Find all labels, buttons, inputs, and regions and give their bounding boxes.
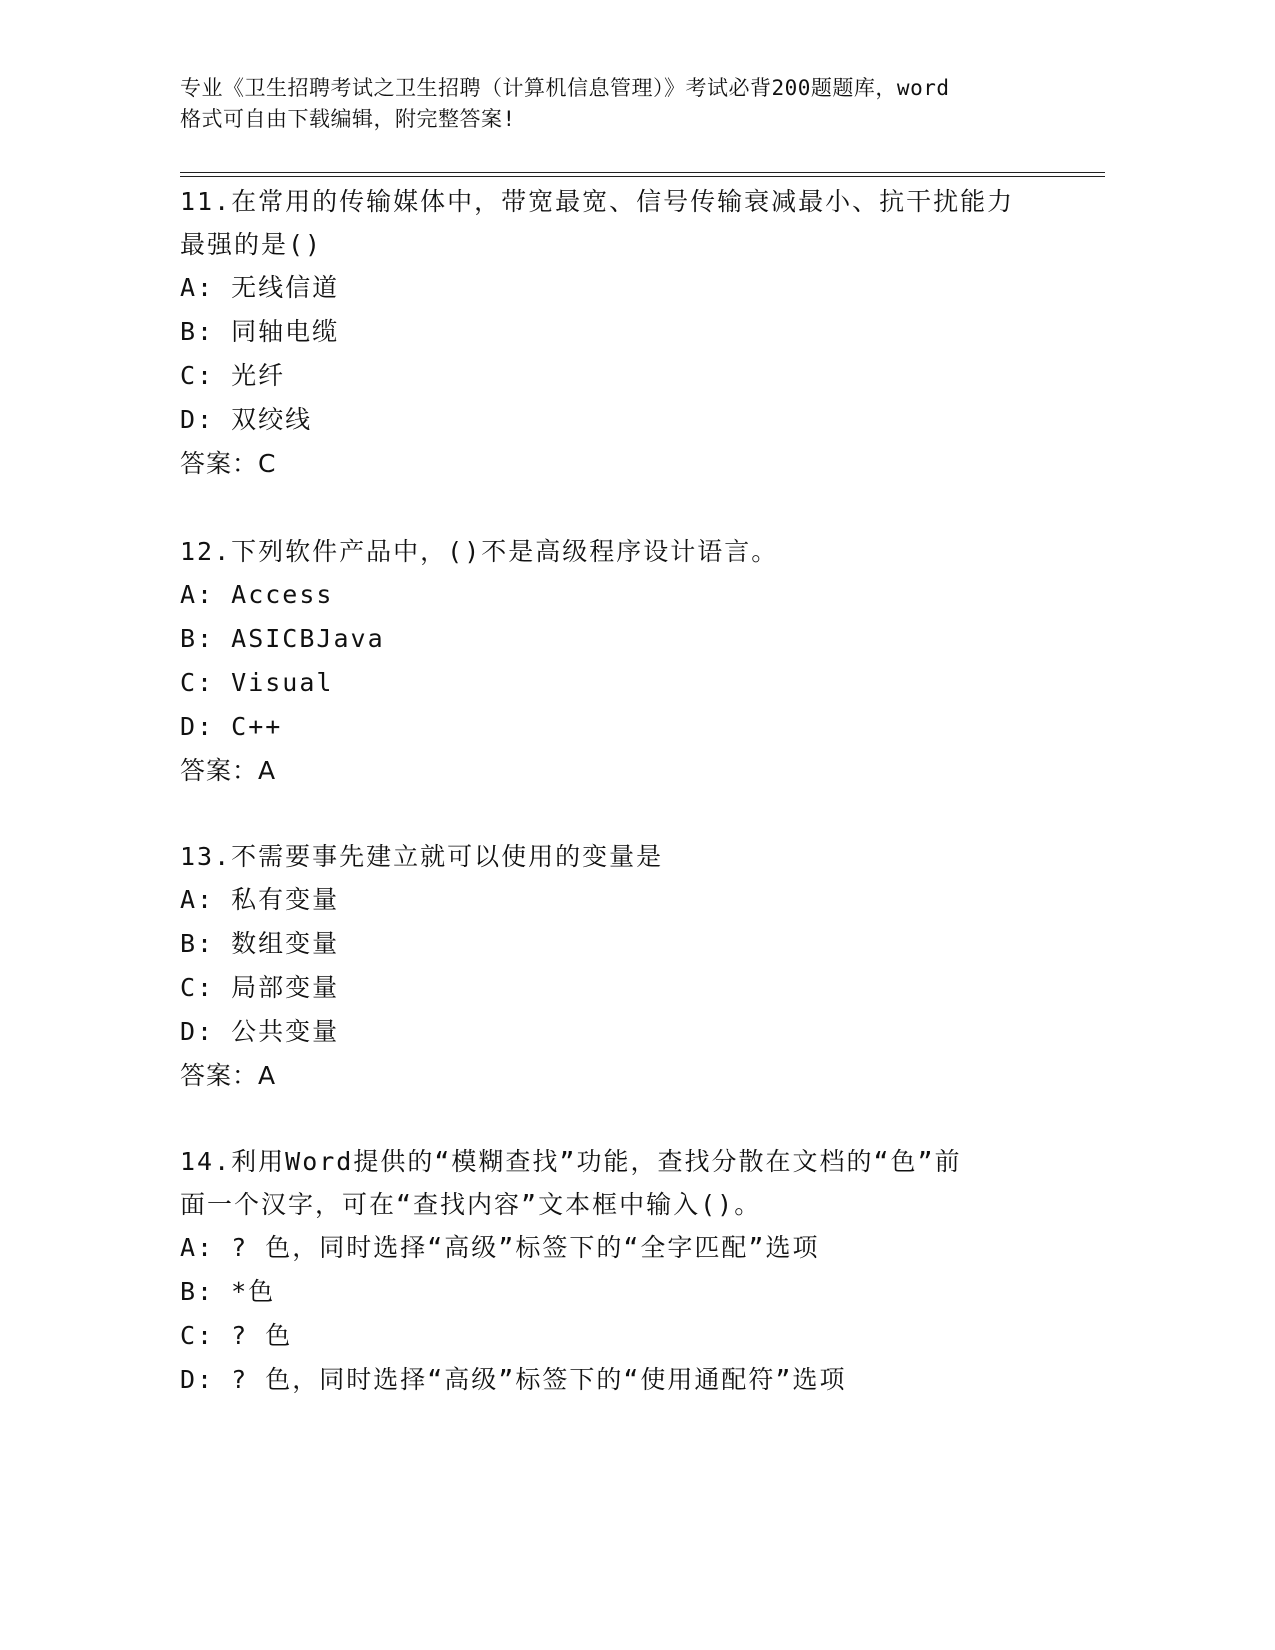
option-d: D: 双绞线 <box>180 405 313 434</box>
answer: 答案：A <box>180 1061 277 1090</box>
option-c: C: 局部变量 <box>180 973 340 1002</box>
answer: 答案：C <box>180 449 277 478</box>
option-c: C: 光纤 <box>180 361 286 390</box>
document-header <box>180 73 1060 135</box>
question-stem: 13.不需要事先建立就可以使用的变量是 <box>180 842 664 871</box>
option-b: B: *色 <box>180 1277 276 1306</box>
option-b: B: 数组变量 <box>180 929 340 958</box>
header-line-2: 格式可自由下载编辑，附完整答案! <box>180 107 516 131</box>
question-12 <box>180 530 1050 793</box>
question-stem-continued: 最强的是() <box>180 230 323 259</box>
option-d: D: 公共变量 <box>180 1017 340 1046</box>
option-b: B: ASICBJava <box>180 624 385 653</box>
question-stem-continued: 面一个汉字，可在“查找内容”文本框中输入()。 <box>180 1190 762 1219</box>
question-13 <box>180 835 1050 1098</box>
option-c: C: ? 色 <box>180 1321 293 1350</box>
option-b: B: 同轴电缆 <box>180 317 340 346</box>
answer: 答案：A <box>180 756 277 785</box>
question-11 <box>180 180 1050 486</box>
header-divider-bottom <box>180 176 1105 177</box>
question-stem: 12.下列软件产品中，()不是高级程序设计语言。 <box>180 537 779 566</box>
header-line-1: 专业《卫生招聘考试之卫生招聘（计算机信息管理）》考试必背200题题库，word <box>180 76 950 100</box>
option-c: C: Visual <box>180 668 334 697</box>
question-stem: 14.利用Word提供的“模糊查找”功能，查找分散在文档的“色”前 <box>180 1147 962 1176</box>
option-a: A: 私有变量 <box>180 885 340 914</box>
option-a: A: Access <box>180 580 334 609</box>
question-stem: 11.在常用的传输媒体中，带宽最宽、信号传输衰减最小、抗干扰能力 <box>180 187 1015 216</box>
option-d: D: ? 色，同时选择“高级”标签下的“使用通配符”选项 <box>180 1365 847 1394</box>
option-a: A: 无线信道 <box>180 273 340 302</box>
option-d: D: C++ <box>180 712 283 741</box>
question-14 <box>180 1140 1050 1402</box>
header-divider-top <box>180 172 1105 173</box>
option-a: A: ? 色，同时选择“高级”标签下的“全字匹配”选项 <box>180 1233 820 1262</box>
